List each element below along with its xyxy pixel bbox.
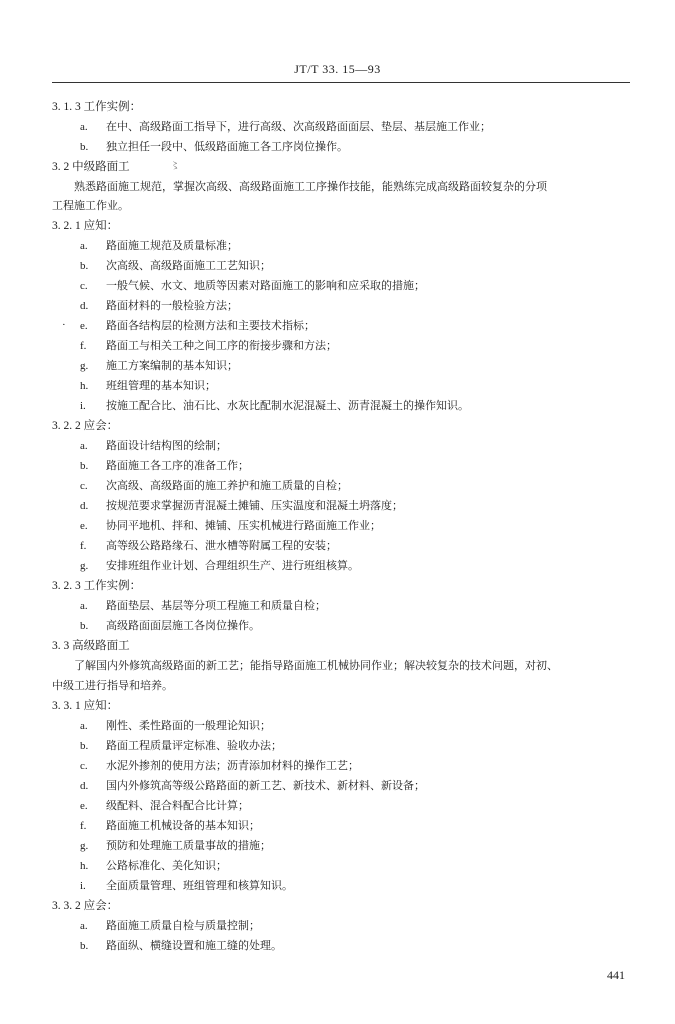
standard-code-header: JT/T 33. 15—93 xyxy=(294,62,381,76)
section-heading-3-3: 3. 3 高级路面工 xyxy=(52,640,130,652)
list-item: a. 路面施工质量自检与质量控制； xyxy=(80,919,260,932)
list-item: b. 路面纵、横缝设置和施工缝的处理。 xyxy=(80,939,282,952)
section-heading-3-2-3: 3. 2. 3 工作实例： xyxy=(52,580,142,592)
list-item: e. 级配料、混合料配合比计算； xyxy=(80,799,249,812)
section-heading-3-3-2: 3. 3. 2 应会： xyxy=(52,900,119,912)
list-item: i. 按施工配合比、油石比、水灰比配制水泥混凝土、沥青混凝土的操作知识。 xyxy=(80,399,469,412)
list-item: c. 水泥外掺剂的使用方法；沥青添加材料的操作工艺； xyxy=(80,759,359,772)
section-heading-3-3-1: 3. 3. 1 应知： xyxy=(52,700,119,712)
list-item: b. 独立担任一段中、低级路面施工各工序岗位操作。 xyxy=(80,140,348,153)
list-item: g. 安排班组作业计划、合理组织生产、进行班组核算。 xyxy=(80,559,359,572)
scan-dot: · xyxy=(62,319,66,331)
list-item: f. 路面工与相关工种之间工序的衔接步骤和方法； xyxy=(80,339,337,352)
list-item: b. 路面施工各工序的准备工作； xyxy=(80,459,249,472)
header-rule xyxy=(52,82,630,83)
list-item: d. 按规范要求掌握沥青混凝土摊铺、压实温度和混凝土坍落度； xyxy=(80,499,403,512)
list-item: c. 次高级、高级路面的施工养护和施工质量的自检； xyxy=(80,479,348,492)
list-item: d. 路面材料的一般检验方法； xyxy=(80,299,238,312)
list-item: h. 班组管理的基本知识； xyxy=(80,379,216,392)
scan-ink-mark: 〻 xyxy=(170,161,180,172)
page-number: 441 xyxy=(607,968,625,982)
list-item: g. 预防和处理施工质量事故的措施； xyxy=(80,839,271,852)
section-intro-line: 了解国内外修筑高级路面的新工艺；能指导路面施工机械协同作业；解决较复杂的技术问题，对初、 xyxy=(74,659,558,672)
section-heading-3-2-2: 3. 2. 2 应会： xyxy=(52,420,119,432)
list-item: a. 路面施工规范及质量标准； xyxy=(80,239,238,252)
section-heading-3-1-3: 3. 1. 3 工作实例： xyxy=(52,101,142,113)
section-intro-line: 熟悉路面施工规范，掌握次高级、高级路面施工工序操作技能，能熟练完成高级路面较复杂的分项 xyxy=(74,180,547,193)
section-heading-3-2: 3. 2 中级路面工 xyxy=(52,161,130,173)
list-item: f. 路面施工机械设备的基本知识； xyxy=(80,819,260,832)
list-item: g. 施工方案编制的基本知识； xyxy=(80,359,238,372)
list-item: i. 全面质量管理、班组管理和核算知识。 xyxy=(80,879,293,892)
list-item: a. 路面设计结构图的绘制； xyxy=(80,439,227,452)
section-intro-line: 中级工进行指导和培养。 xyxy=(52,679,173,692)
list-item: e. 协同平地机、拌和、摊铺、压实机械进行路面施工作业； xyxy=(80,519,381,532)
section-intro-line: 工程施工作业。 xyxy=(52,199,129,212)
list-item: b. 次高级、高级路面施工工艺知识； xyxy=(80,259,271,272)
list-item: d. 国内外修筑高等级公路路面的新工艺、新技术、新材料、新设备； xyxy=(80,779,425,792)
list-item: h. 公路标准化、美化知识； xyxy=(80,859,227,872)
list-item: e. 路面各结构层的检测方法和主要技术指标； xyxy=(80,319,315,332)
list-item: a. 路面垫层、基层等分项工程施工和质量自检； xyxy=(80,599,326,612)
list-item: f. 高等级公路路缘石、泄水槽等附属工程的安装； xyxy=(80,539,337,552)
list-item: a. 刚性、柔性路面的一般理论知识； xyxy=(80,719,271,732)
list-item: b. 高级路面面层施工各岗位操作。 xyxy=(80,619,260,632)
section-heading-3-2-1: 3. 2. 1 应知： xyxy=(52,220,119,232)
list-item: b. 路面工程质量评定标准、验收办法； xyxy=(80,739,282,752)
list-item: c. 一般气候、水文、地质等因素对路面施工的影响和应采取的措施； xyxy=(80,279,425,292)
list-item: a. 在中、高级路面工指导下，进行高级、次高级路面面层、垫层、基层施工作业； xyxy=(80,120,491,133)
